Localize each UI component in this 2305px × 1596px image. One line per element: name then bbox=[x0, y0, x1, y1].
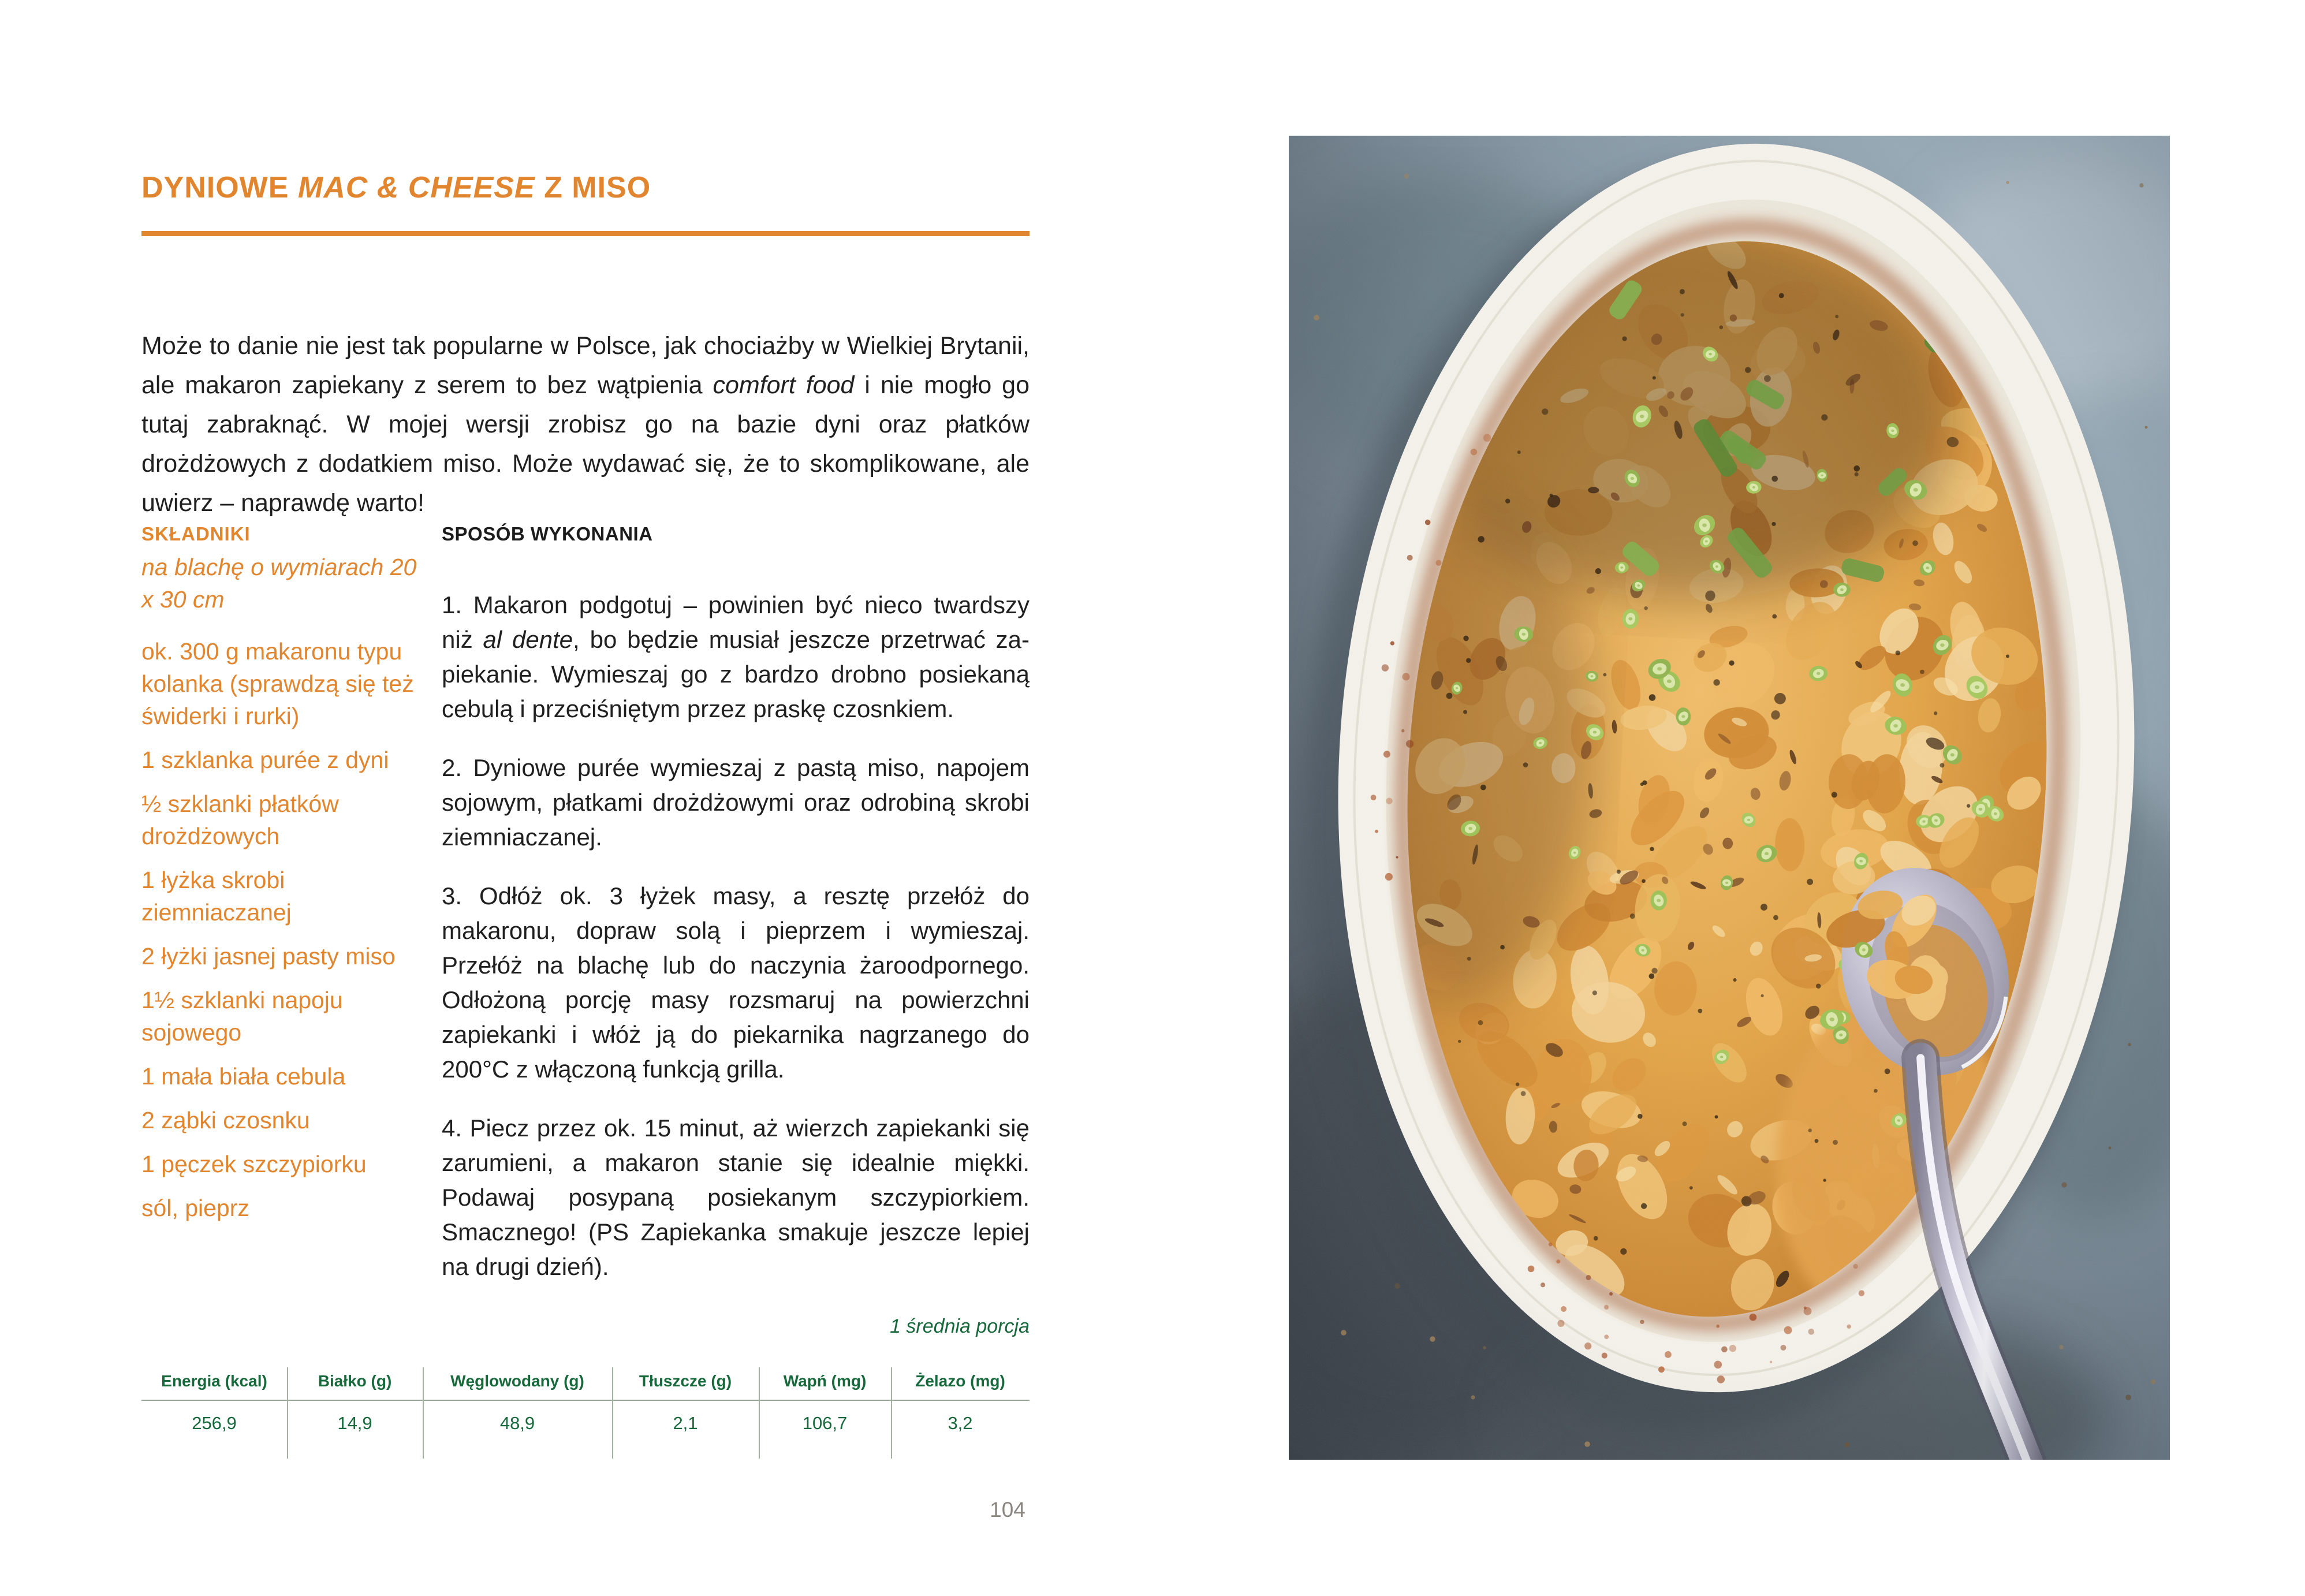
recipe-title-post: Z MISO bbox=[535, 170, 651, 204]
nutrition-column-divider bbox=[423, 1367, 424, 1459]
nutrition-column-header: Białko (g) bbox=[318, 1372, 392, 1390]
intro-text-1: Może to danie nie jest tak popularne w Polsce, jak chociażby w Wielkiej Brytanii, ale makaron zapiekany z serem to bez wątpienia bbox=[141, 332, 1030, 399]
nutrition-value: 48,9 bbox=[499, 1413, 535, 1433]
method-step: 4. Piecz przez ok. 15 minut, aż wierzch zapiekanki się zarumieni, a makaron stanie się idealnie miękki. Podawaj posypaną posiekanym szczypiorkiem. Smacznego! (PS Zapiekanka smakuje jeszcze lepiej na drugi dzień). bbox=[442, 1114, 1030, 1280]
method-step: 2. Dyniowe purée wymieszaj z pastą miso, napojem sojowym, płatkami drożdżowymi oraz odrobiną skrobi ziemniaczanej. bbox=[442, 754, 1030, 851]
recipe-title bbox=[141, 171, 1065, 204]
step1-text-2: , bo będzie musiał jeszcze przetrwać zapiekanie. Wymieszaj go z bardzo drobno posiekaną cebulą i przeciśniętym przez praskę czosnkiem. bbox=[442, 626, 1030, 722]
recipe-title-italic: MAC & CHEESE bbox=[297, 170, 535, 204]
ingredient-item: 1 mała biała cebula bbox=[141, 1063, 346, 1090]
nutrition-column-divider bbox=[287, 1367, 288, 1459]
nutrition-column-header: Tłuszcze (g) bbox=[639, 1372, 732, 1390]
nutrition-column-divider bbox=[759, 1367, 760, 1459]
page-number: 104 bbox=[990, 1498, 1025, 1522]
ingredient-item: 1 łyżka skrobi ziemniaczanej bbox=[141, 867, 292, 926]
nutrition-value: 3,2 bbox=[948, 1413, 973, 1433]
ingredient-item: sól, pieprz bbox=[141, 1195, 249, 1221]
nutrition-value: 106,7 bbox=[802, 1413, 848, 1433]
step1-emphasis: al dente bbox=[483, 626, 573, 653]
method-heading: SPOSÓB WYKONANIA bbox=[442, 523, 653, 545]
nutrition-value: 256,9 bbox=[192, 1413, 237, 1433]
ingredient-item: 1 pęczek szczypiorku bbox=[141, 1151, 367, 1177]
nutrition-table bbox=[141, 1363, 1030, 1466]
ingredient-item: 2 ząbki czosnku bbox=[141, 1107, 310, 1133]
ingredient-item: ok. 300 g makaronu typu kolanka (sprawdzą się też świderki i rurki) bbox=[141, 638, 414, 729]
recipe-photo bbox=[1289, 136, 2170, 1460]
nutrition-column-header: Wapń (mg) bbox=[783, 1372, 867, 1390]
intro-text-2: i nie mogło go tutaj zabraknąć. W mojej wersji zrobisz go na bazie dyni oraz płatków drożdżowych z dodatkiem miso. Może wydawać się, że to skomplikowane, ale uwierz – naprawdę warto! bbox=[141, 371, 1030, 517]
ingredients-note: na blachę o wymiarach 20 x 30 cm bbox=[141, 554, 417, 613]
nutrition-column-header: Żelazo (mg) bbox=[915, 1372, 1005, 1390]
ingredient-item: 1 szklanka purée z dyni bbox=[141, 747, 389, 773]
ingredient-item: ½ szklanki płatków drożdżowych bbox=[141, 790, 339, 849]
nutrition-column-divider bbox=[891, 1367, 892, 1459]
title-divider-rule bbox=[141, 231, 1030, 236]
photo-zapiekanka-svg bbox=[1289, 136, 2170, 1460]
nutrition-column-header: Energia (kcal) bbox=[161, 1372, 267, 1390]
recipe-intro bbox=[141, 326, 1030, 523]
nutrition-column-header: Węglowodany (g) bbox=[450, 1372, 584, 1390]
nutrition-value: 2,1 bbox=[673, 1413, 698, 1433]
nutrition-values-row bbox=[141, 1401, 1030, 1446]
nutrition-column-divider bbox=[612, 1367, 613, 1459]
portion-caption: 1 średnia porcja bbox=[890, 1315, 1030, 1337]
method-step: 3. Odłóż ok. 3 łyżek masy, a resztę przełóż do makaronu, dopraw solą i pieprzem i wymieszaj. Przełóż na blachę lub do naczynia żaroodpornego. Odłożoną porcję masy rozsmaruj na powierzchni zapiekanki i włóż ją do piekarnika nagrzanego do 200°C z włączoną funkcją grilla. bbox=[442, 882, 1030, 1083]
nutrition-header-row bbox=[141, 1363, 1030, 1400]
method-step-1 bbox=[442, 588, 1030, 726]
ingredients-heading: SKŁADNIKI bbox=[141, 523, 251, 545]
ingredients-list bbox=[141, 635, 433, 1224]
photo-grain bbox=[1289, 136, 2170, 1460]
nutrition-value: 14,9 bbox=[337, 1413, 372, 1433]
method-steps-rest bbox=[442, 751, 1030, 1284]
step1-text-1: 1. Makaron podgotuj – powinien być nieco twardszy niż bbox=[442, 591, 1030, 653]
ingredient-item: 2 łyżki jasnej pasty miso bbox=[141, 943, 396, 969]
intro-emphasis: comfort food bbox=[713, 371, 855, 399]
ingredient-item: 1½ szklanki napoju sojowego bbox=[141, 987, 343, 1046]
recipe-title-pre: DYNIOWE bbox=[141, 170, 298, 204]
ingredients-column bbox=[141, 524, 433, 1236]
method-column bbox=[442, 524, 1030, 1308]
